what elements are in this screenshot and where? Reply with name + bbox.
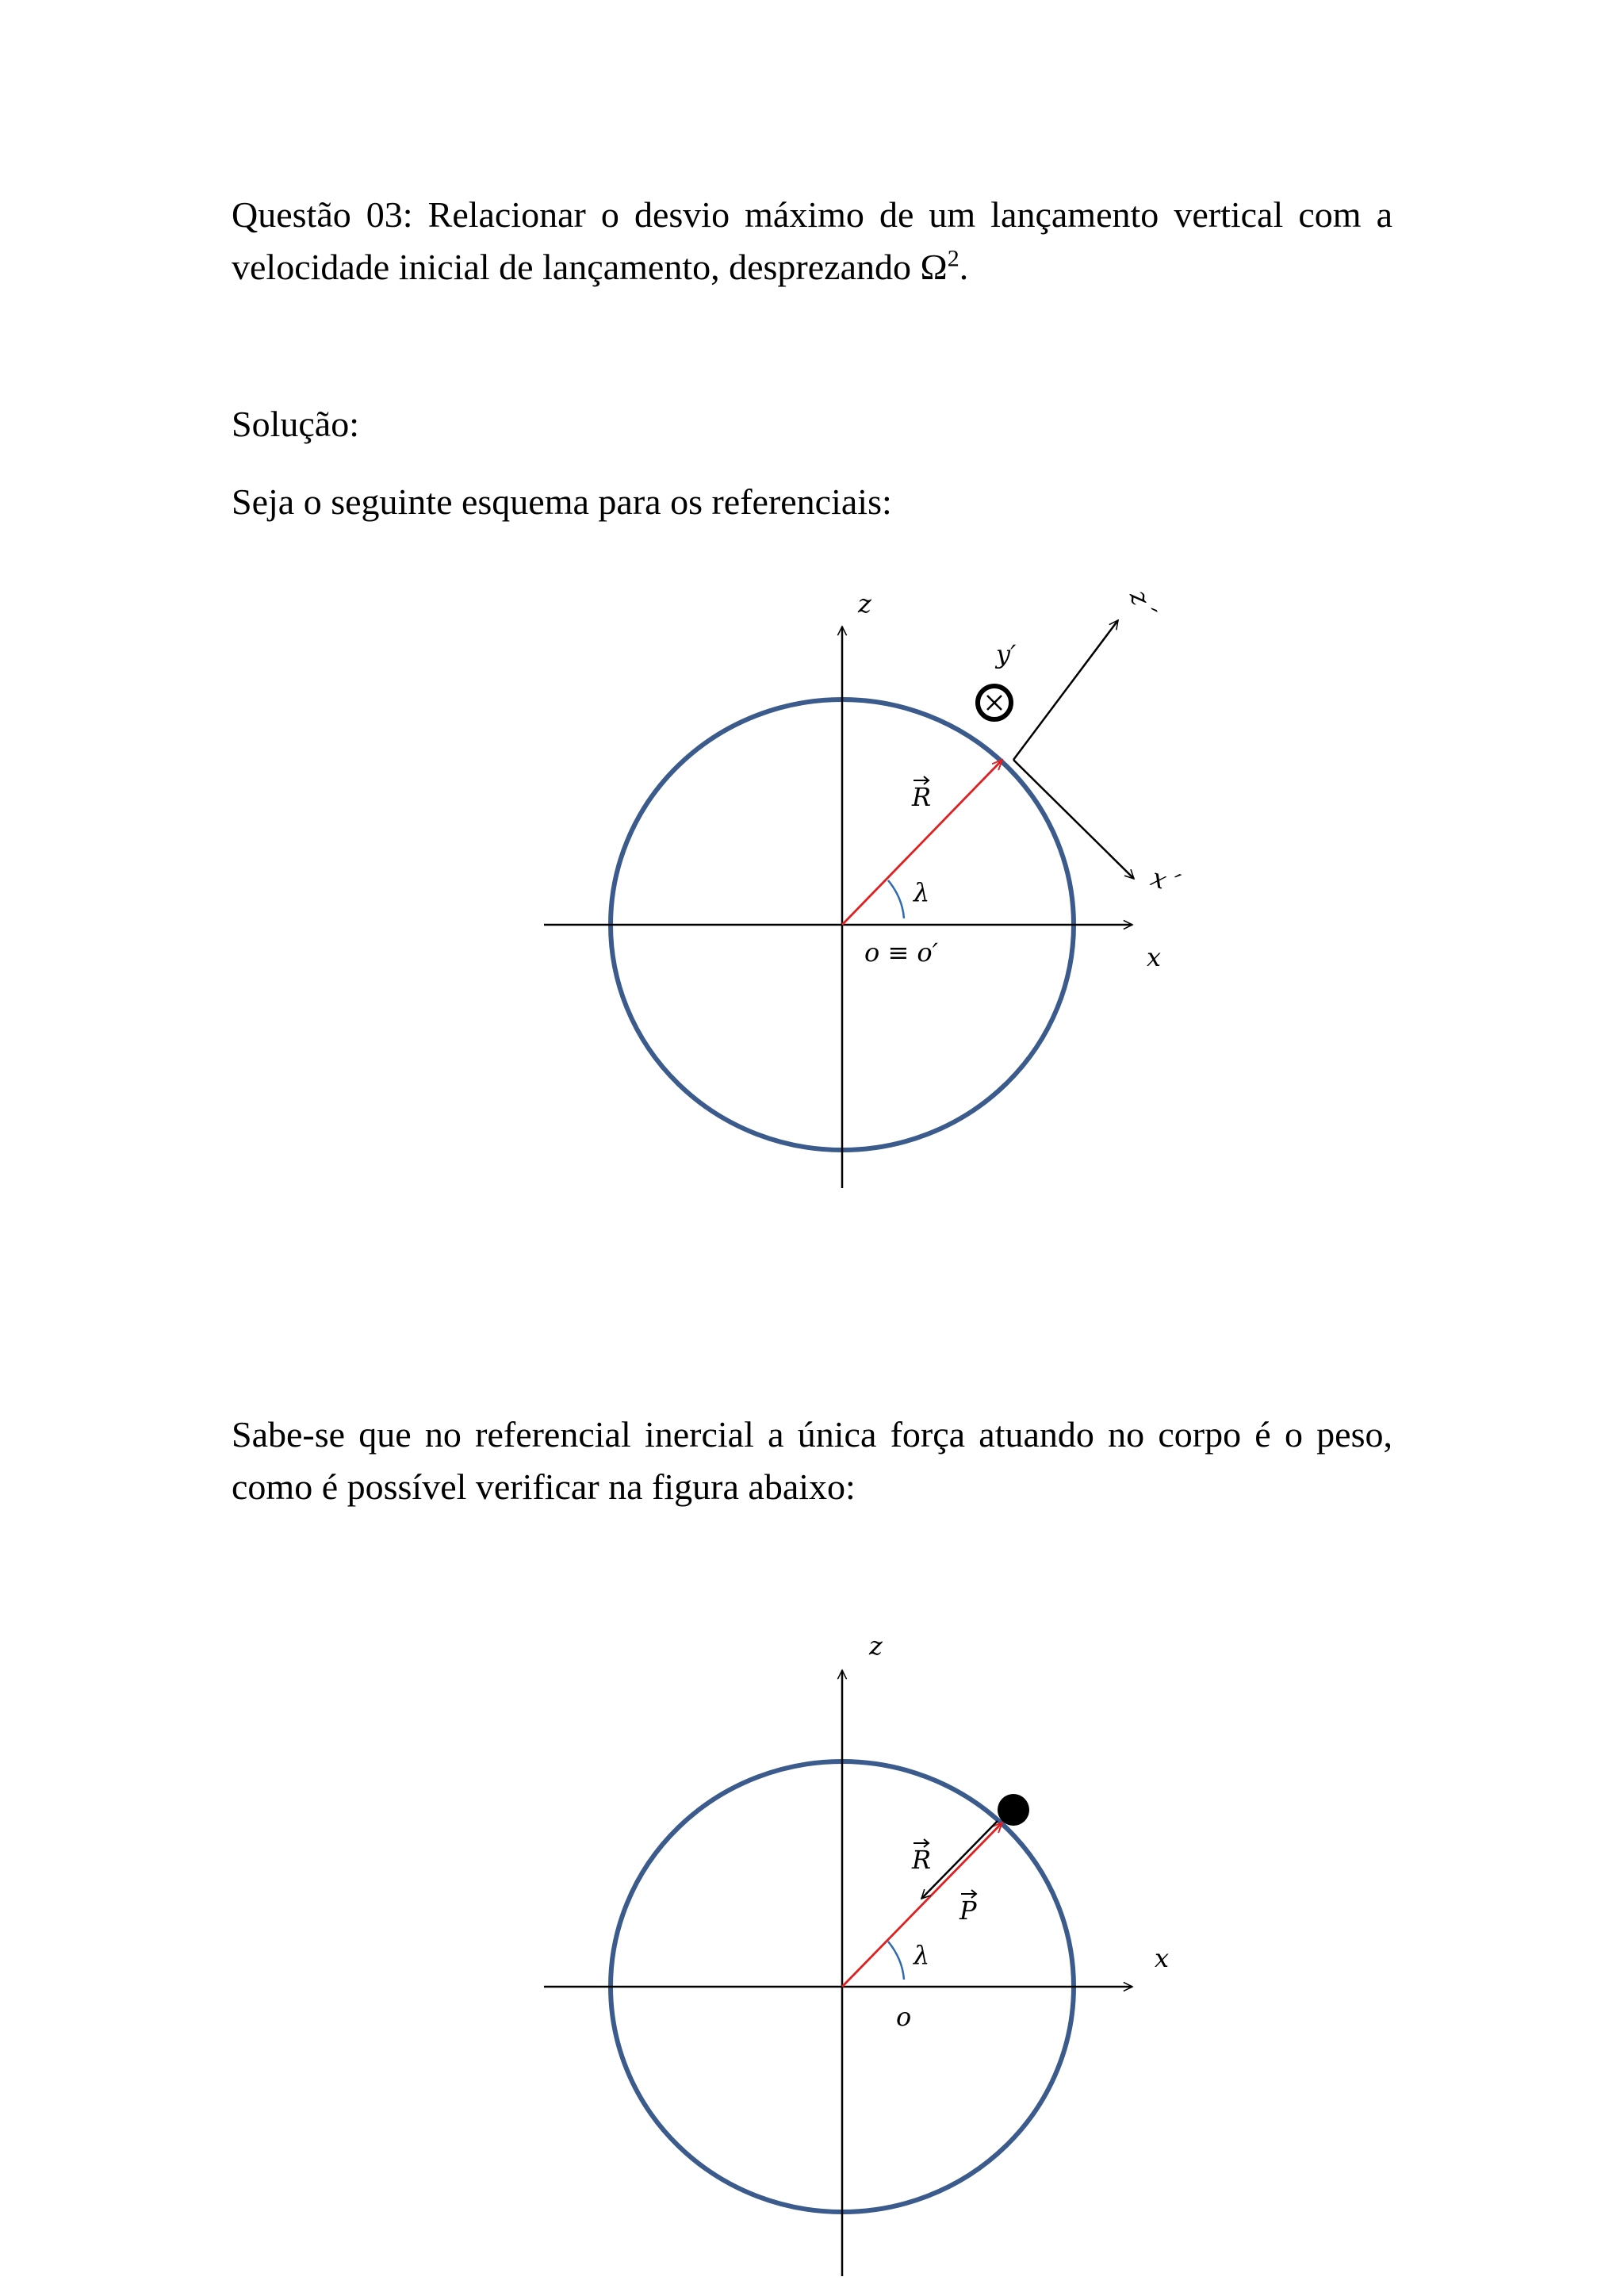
weight-force-diagram xyxy=(0,1618,1624,2296)
lambda-arc xyxy=(888,1941,904,1980)
lambda-arc xyxy=(888,880,904,918)
solution-label: Solução: xyxy=(232,404,359,444)
z-label: z xyxy=(869,1631,883,1661)
question-body: Questão 03: Relacionar o desvio máximo de um lançamento vertical com a velocidade inicial de lançamento, desprezando xyxy=(232,194,1392,287)
x-prime-axis xyxy=(1013,760,1134,879)
origin-label: o xyxy=(896,2002,912,2032)
x-prime-label: x´ xyxy=(1147,862,1183,900)
r-label xyxy=(911,776,931,812)
z-prime-axis xyxy=(1013,620,1118,760)
omega-exponent: 2 xyxy=(947,245,959,272)
scheme-intro: Seja o seguinte esquema para os referenciais: xyxy=(232,481,892,522)
y-prime-label: y′ xyxy=(996,639,1017,669)
omega-symbol: Ω xyxy=(920,247,948,287)
lambda-label: λ xyxy=(914,1940,930,1970)
p-vector xyxy=(921,1821,998,1899)
lambda-label: λ xyxy=(914,877,930,907)
x-label: x xyxy=(1155,1943,1170,1973)
z-prime-label: z´ xyxy=(1123,586,1161,622)
reference-frames-diagram xyxy=(0,555,1624,1205)
r-label xyxy=(911,1839,931,1875)
body-dot xyxy=(998,1794,1029,1826)
weight-text: Sabe-se que no referencial inercial a única força atuando no corpo é o peso, como é possível verificar na figura abaixo: xyxy=(232,1414,1392,1507)
circle-cross-icon xyxy=(978,686,1011,719)
svg-text:R: R xyxy=(912,1845,932,1875)
svg-text:R: R xyxy=(912,782,932,812)
origin-label: o ≡ o′ xyxy=(864,937,938,968)
x-label: x xyxy=(1147,942,1162,972)
p-label xyxy=(959,1890,977,1926)
weight-force-figure xyxy=(0,1618,1624,2296)
svg-text:P: P xyxy=(959,1895,977,1926)
question-text xyxy=(232,189,1392,293)
z-label: z xyxy=(858,588,871,619)
question-tail: . xyxy=(959,247,969,287)
reference-frames-figure xyxy=(0,555,1624,1205)
